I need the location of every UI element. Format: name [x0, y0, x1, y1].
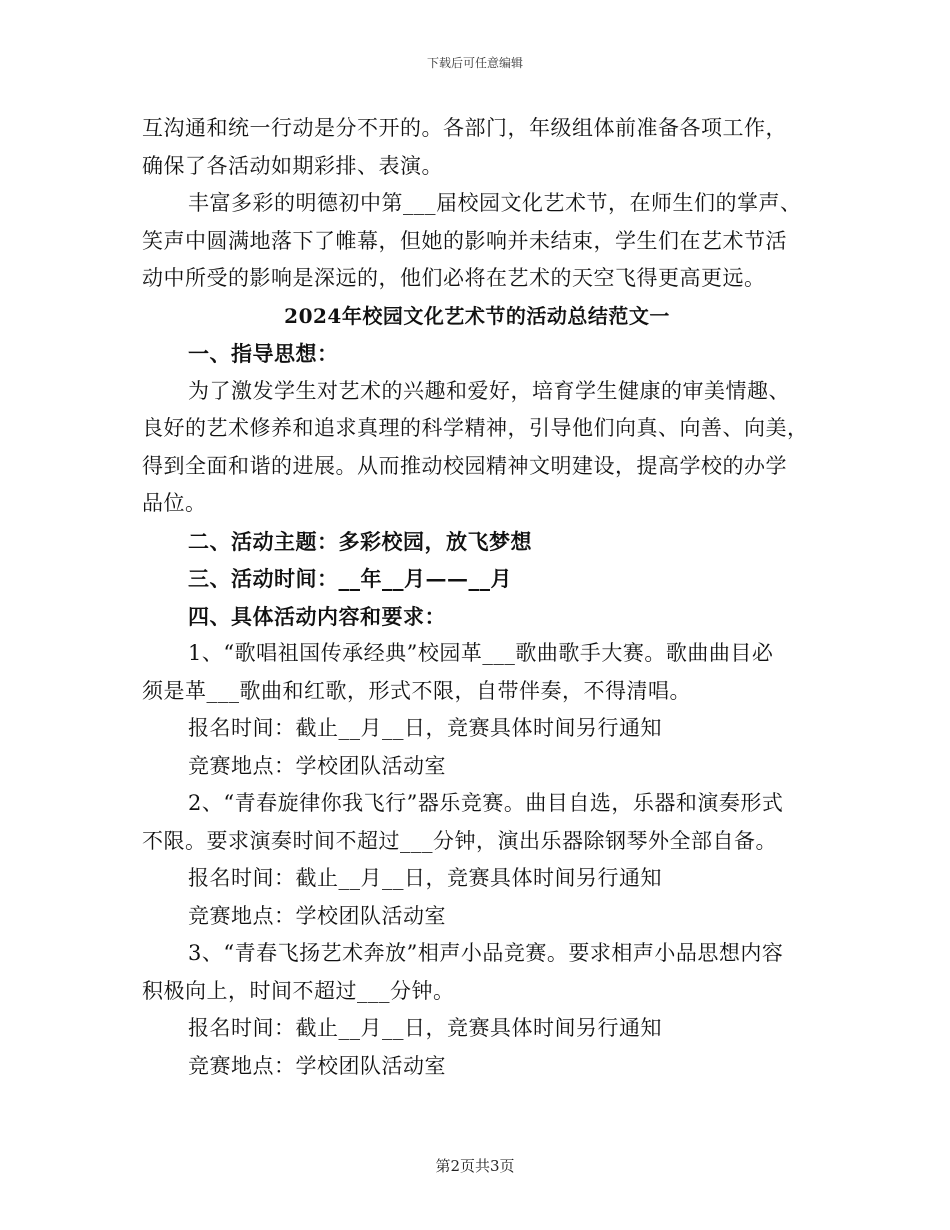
body-text-line: 品位。	[142, 491, 207, 515]
body-text-line: 1、“歌唱祖国传承经典”校园革___歌曲歌手大赛。歌曲曲目必	[188, 641, 774, 665]
body-text-line: 积极向上，时间不超过___分钟。	[142, 978, 455, 1003]
body-text-line: 报名时间：截止__月__日，竞赛具体时间另行通知	[188, 1016, 662, 1040]
section-heading: 三、活动时间：__年__月——__月	[188, 566, 512, 591]
body-text-line: 报名时间：截止__月__日，竞赛具体时间另行通知	[188, 866, 662, 890]
section-heading: 一、指导思想：	[188, 341, 339, 366]
body-text-line: 丰富多彩的明德初中第___届校园文化艺术节，在师生们的掌声、	[188, 191, 802, 215]
section-heading: 四、具体活动内容和要求：	[188, 603, 446, 629]
body-text-line: 报名时间：截止__月__日，竞赛具体时间另行通知	[188, 716, 662, 740]
body-text-line: 确保了各活动如期彩排、表演。	[142, 153, 443, 178]
body-text-line: 互沟通和统一行动是分不开的。各部门，年级组体前准备各项工作，	[142, 116, 787, 140]
body-text-line: 竞赛地点：学校团队活动室	[188, 1053, 446, 1078]
document-body	[142, 110, 812, 1085]
body-text-line: 动中所受的影响是深远的，他们必将在艺术的天空飞得更高更远。	[142, 266, 766, 290]
body-text-line: 2、“青春旋律你我飞行”器乐竞赛。曲目自选，乐器和演奏形式	[188, 791, 784, 815]
body-text-line: 良好的艺术修养和追求真理的科学精神，引导他们向真、向善、向美，	[142, 416, 809, 440]
page-footer: 第2页共3页	[435, 1157, 515, 1175]
body-text-line: 3、“青春飞扬艺术奔放”相声小品竞赛。要求相声小品思想内容	[188, 941, 784, 965]
page-header: 下载后可任意编辑	[426, 56, 523, 70]
body-text-line: 得到全面和谐的进展。从而推动校园精神文明建设，提高学校的办学	[142, 453, 787, 478]
body-text-line: 竞赛地点：学校团队活动室	[188, 903, 446, 928]
body-text-line: 竞赛地点：学校团队活动室	[188, 753, 446, 778]
section-title: 2024年校园文化艺术节的活动总结范文一	[284, 303, 670, 328]
body-text-line: 须是革___歌曲和红歌，形式不限，自带伴奏，不得清唱。	[142, 678, 691, 703]
body-text-line: 为了激发学生对艺术的兴趣和爱好，培育学生健康的审美情趣、	[188, 378, 790, 403]
section-heading: 二、活动主题：多彩校园，放飞梦想	[188, 528, 532, 554]
body-text-line: 不限。要求演奏时间不超过___分钟，演出乐器除钢琴外全部自备。	[142, 828, 777, 853]
body-text-line: 笑声中圆满地落下了帷幕，但她的影响并未结束，学生们在艺术节活	[142, 228, 787, 253]
